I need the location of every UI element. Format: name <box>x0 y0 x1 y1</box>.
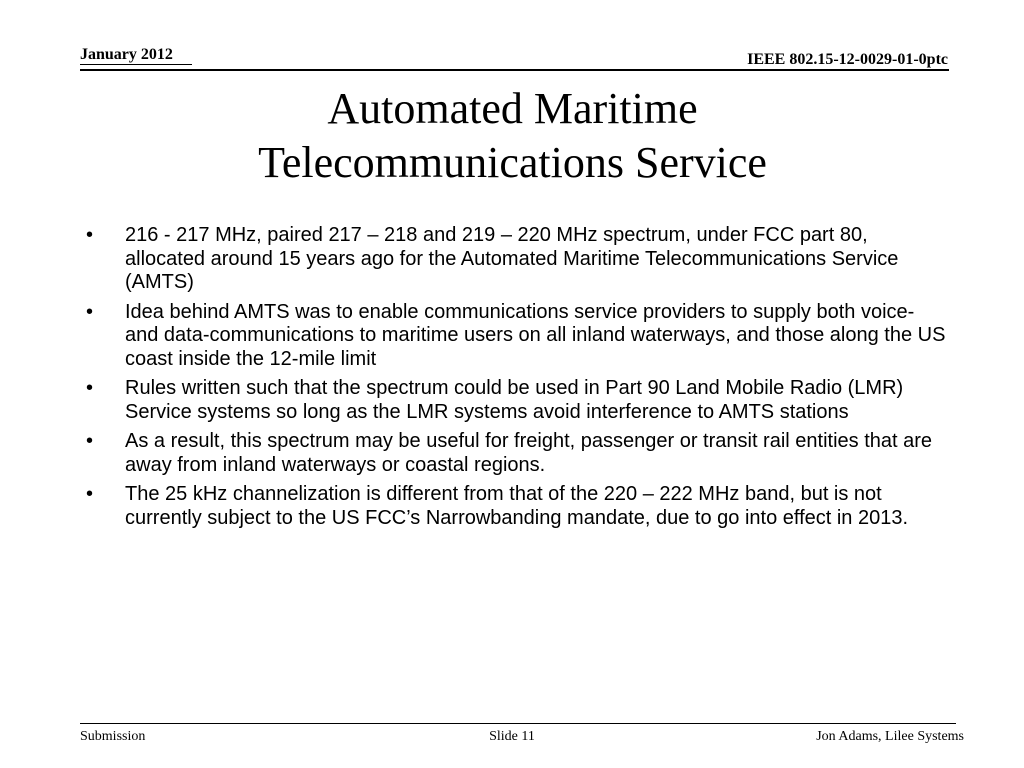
bullet-icon: • <box>86 377 94 399</box>
bullet-text: Rules written such that the spectrum could be used in Part 90 Land Mobile Radio (LMR) Service systems so long as the LMR systems avoid interference to AMTS stations <box>125 377 904 423</box>
slide-title <box>80 82 945 190</box>
slide-title-line-2: Telecommunications Service <box>258 138 767 187</box>
bullet-text: Idea behind AMTS was to enable communications service providers to supply both voice- and data-communications to maritime users on all inland waterways, and those along the US coast inside the 12-mile limit <box>125 300 946 370</box>
footer-slide-number: Slide 11 <box>489 729 535 744</box>
bullet-item <box>80 224 950 295</box>
header-date: January 2012 <box>80 46 173 63</box>
bullet-text: The 25 kHz channelization is different from that of the 220 – 222 MHz band, but is not currently subject to the US FCC’s Narrowbanding mandate, due to go into effect in 2013. <box>125 483 909 529</box>
footer-author: Jon Adams, Lilee Systems <box>816 729 964 744</box>
bullet-icon: • <box>86 300 94 323</box>
slide-title-line-1: Automated Maritime <box>327 84 698 133</box>
bullet-item <box>80 377 950 424</box>
bullet-list <box>80 224 950 536</box>
bullet-item <box>80 483 950 530</box>
footer-rule <box>80 723 956 724</box>
header-date-underline <box>80 64 192 65</box>
bullet-icon: • <box>86 224 94 246</box>
header-doc-id: IEEE 802.15-12-0029-01-0ptc <box>747 51 948 68</box>
bullet-icon: • <box>86 430 94 452</box>
bullet-text: 216 - 217 MHz, paired 217 – 218 and 219 – 220 MHz spectrum, under FCC part 80, allocated around 15 years ago for the Automated Maritime Telecommunications Service (AMTS) <box>125 224 899 293</box>
bullet-text: As a result, this spectrum may be useful for freight, passenger or transit rail entities that are away from inland waterways or coastal regions. <box>125 430 933 476</box>
bullet-icon: • <box>86 483 94 505</box>
bullet-item <box>80 430 950 477</box>
header-rule <box>80 69 949 71</box>
bullet-item <box>80 301 950 372</box>
footer-submission: Submission <box>80 729 146 744</box>
